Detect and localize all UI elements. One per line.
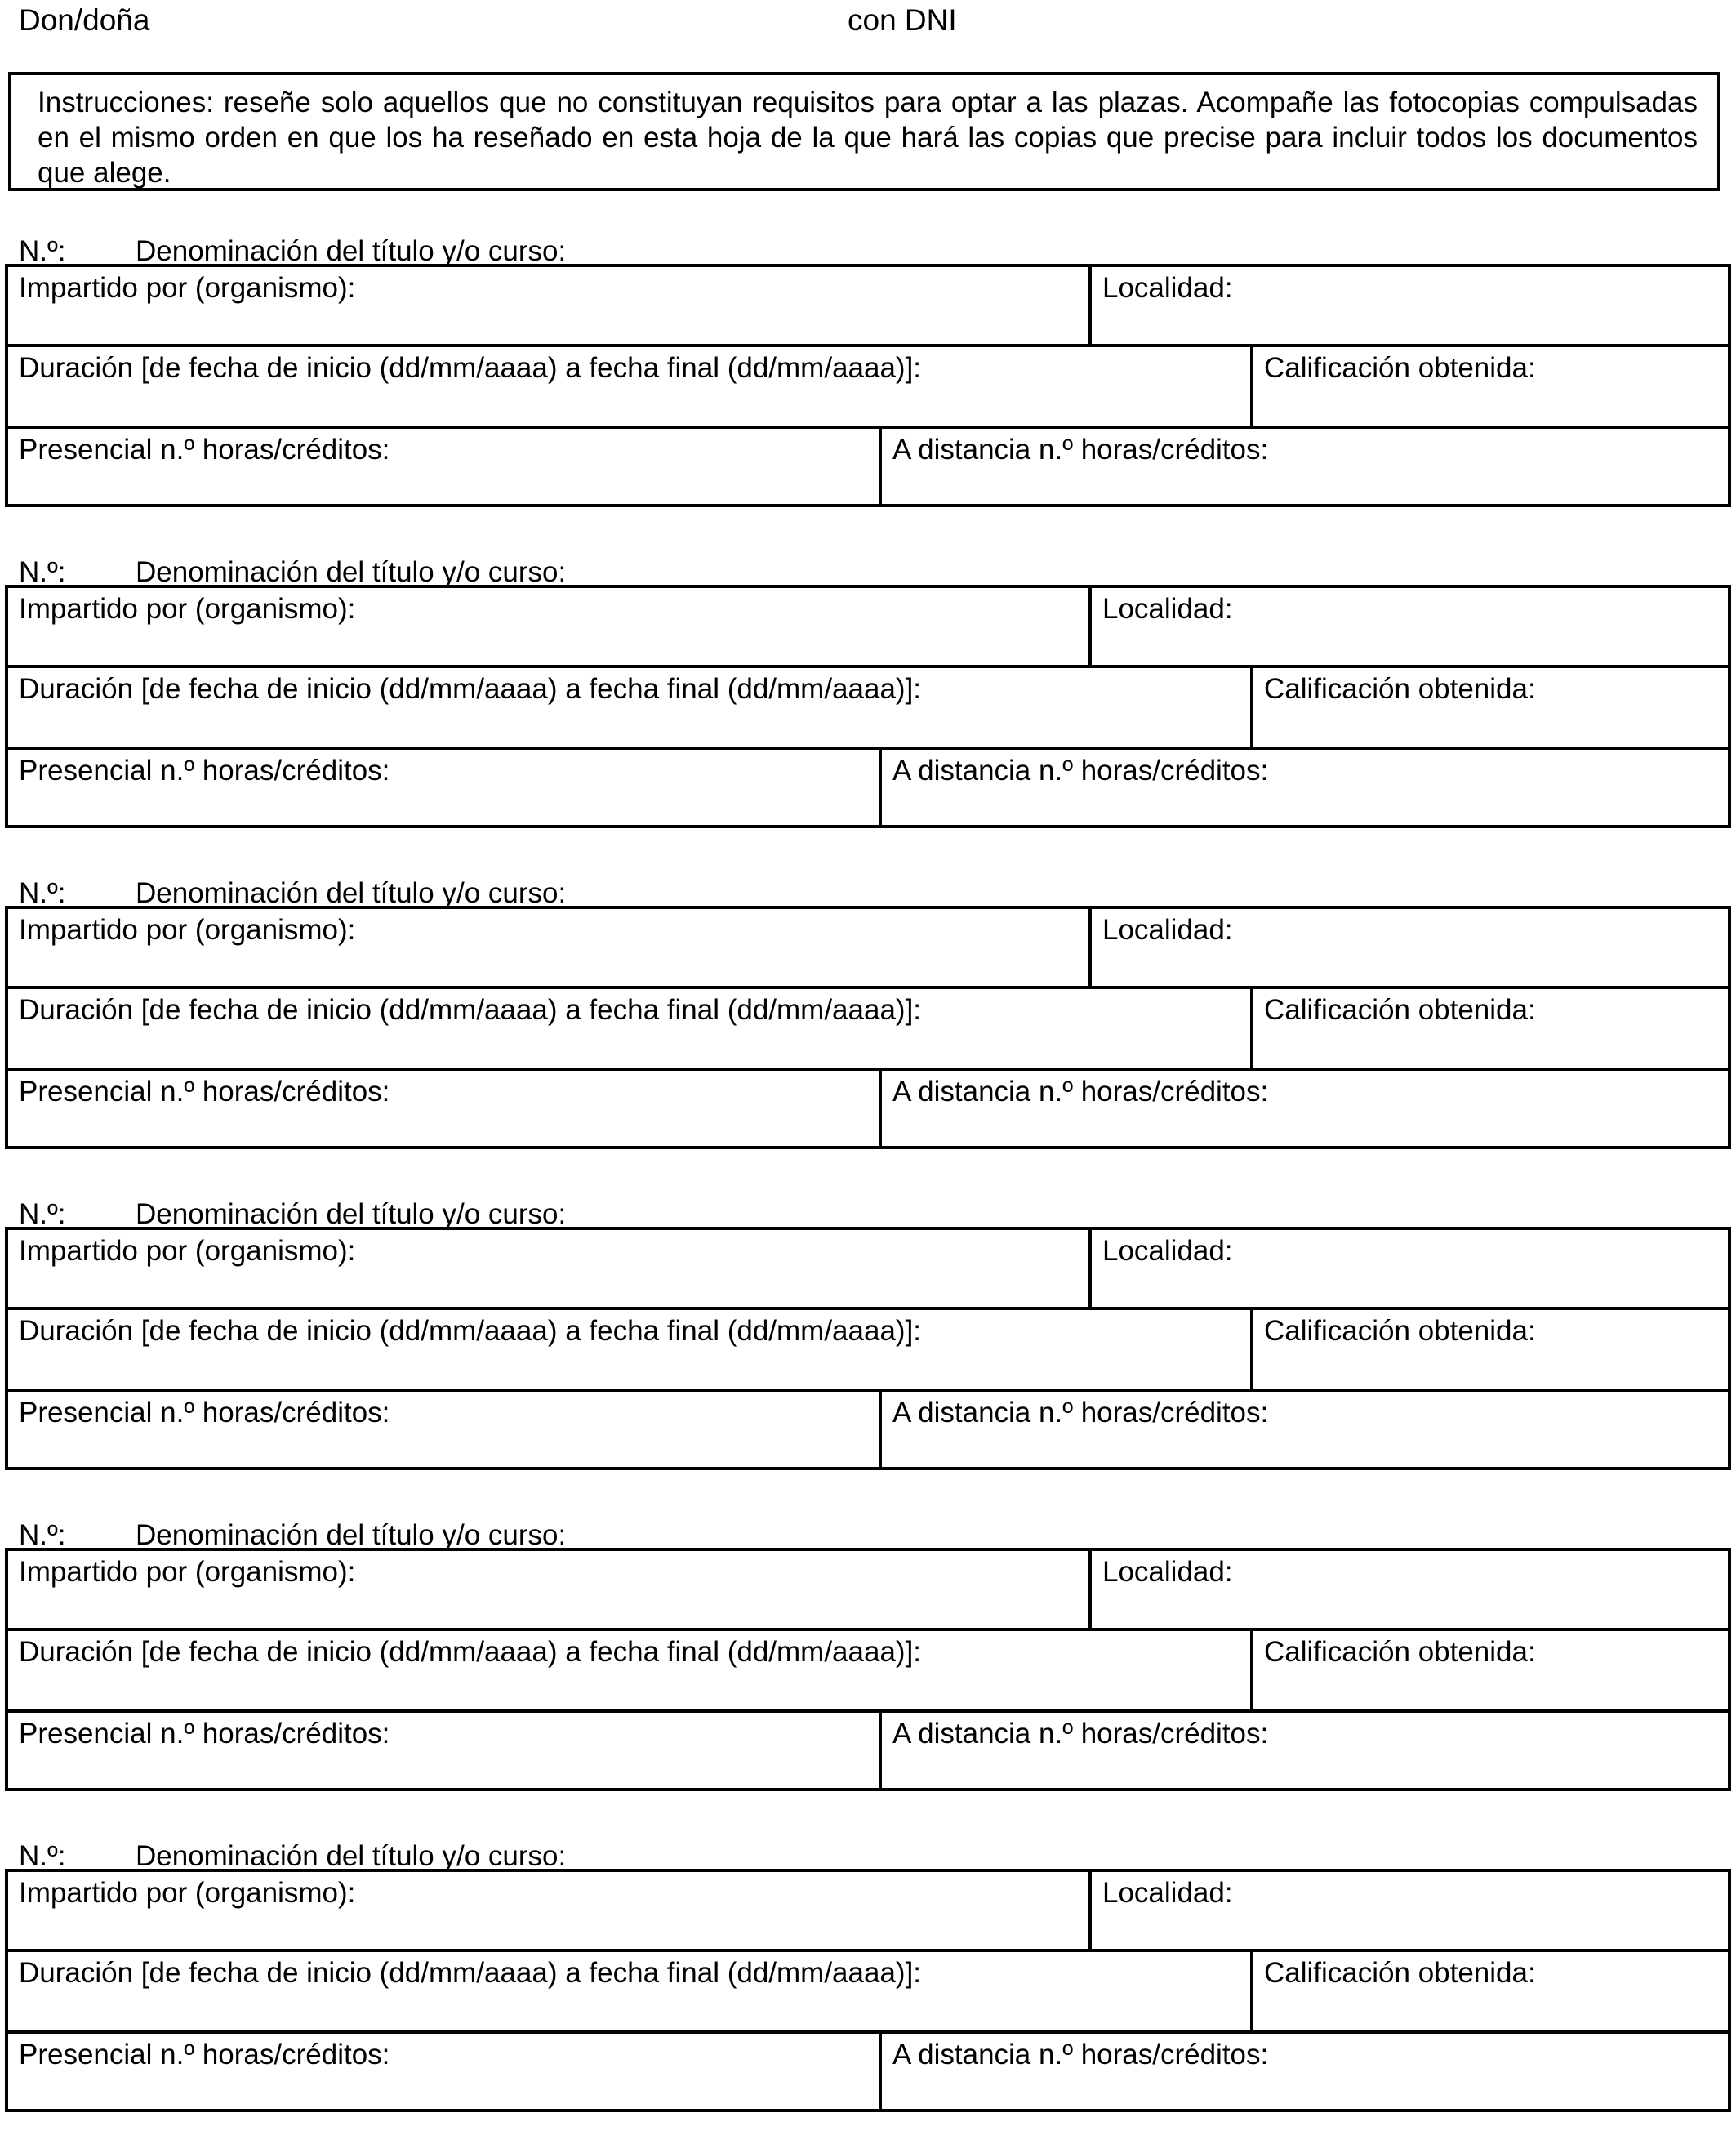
duration-field[interactable]: Duración [de fecha de inicio (dd/mm/aaaa) a fecha final (dd/mm/aaaa)]:: [8, 1631, 1253, 1709]
entry-number-label: N.º:: [19, 1519, 66, 1551]
course-entry-4: [0, 1190, 1736, 1511]
locality-field[interactable]: Localidad:: [1102, 1235, 1233, 1267]
entry-number-label: N.º:: [19, 877, 66, 909]
entry-number-label: N.º:: [19, 1198, 66, 1230]
organism-field[interactable]: Impartido por (organismo):: [8, 1872, 1092, 1949]
locality-field[interactable]: Localidad:: [1102, 914, 1233, 946]
distance-hours-field[interactable]: A distancia n.º horas/créditos:: [892, 2039, 1269, 2071]
locality-field[interactable]: Localidad:: [1102, 1556, 1233, 1588]
in-person-hours-field[interactable]: Presencial n.º horas/créditos:: [8, 429, 882, 507]
organism-row: [8, 588, 1728, 668]
course-title-label: Denominación del título y/o curso:: [136, 1840, 567, 1872]
organism-row: [8, 1551, 1728, 1631]
course-entry-5: [0, 1511, 1736, 1832]
duration-row: [8, 1310, 1728, 1392]
organism-field[interactable]: Impartido por (organismo):: [8, 1551, 1092, 1628]
distance-hours-field[interactable]: A distancia n.º horas/créditos:: [892, 1718, 1269, 1750]
distance-hours-field[interactable]: A distancia n.º horas/créditos:: [892, 1076, 1269, 1108]
duration-row: [8, 989, 1728, 1071]
course-title-label: Denominación del título y/o curso:: [136, 877, 567, 909]
dni-label: con DNI: [848, 3, 957, 37]
hours-row: [8, 1071, 1728, 1149]
duration-field[interactable]: Duración [de fecha de inicio (dd/mm/aaaa) a fecha final (dd/mm/aaaa)]:: [8, 1952, 1253, 2030]
course-details-table: [5, 585, 1731, 828]
course-entry-6: [0, 1832, 1736, 2153]
course-title-label: Denominación del título y/o curso:: [136, 1198, 567, 1230]
instructions-box: [8, 72, 1720, 191]
course-details-table: [5, 1227, 1731, 1470]
hours-row: [8, 1392, 1728, 1470]
duration-field[interactable]: Duración [de fecha de inicio (dd/mm/aaaa) a fecha final (dd/mm/aaaa)]:: [8, 668, 1253, 747]
duration-row: [8, 1631, 1728, 1713]
entry-number-label: N.º:: [19, 235, 66, 267]
distance-hours-field[interactable]: A distancia n.º horas/créditos:: [892, 434, 1269, 466]
grade-field[interactable]: Calificación obtenida:: [1264, 352, 1536, 384]
course-details-table: [5, 264, 1731, 507]
hours-row: [8, 750, 1728, 828]
organism-field[interactable]: Impartido por (organismo):: [8, 909, 1092, 986]
course-entry-2: [0, 548, 1736, 869]
in-person-hours-field[interactable]: Presencial n.º horas/créditos:: [8, 1713, 882, 1791]
organism-row: [8, 909, 1728, 989]
course-details-table: [5, 1869, 1731, 2112]
locality-field[interactable]: Localidad:: [1102, 593, 1233, 625]
in-person-hours-field[interactable]: Presencial n.º horas/créditos:: [8, 2034, 882, 2112]
duration-field[interactable]: Duración [de fecha de inicio (dd/mm/aaaa) a fecha final (dd/mm/aaaa)]:: [8, 347, 1253, 426]
in-person-hours-field[interactable]: Presencial n.º horas/créditos:: [8, 750, 882, 828]
grade-field[interactable]: Calificación obtenida:: [1264, 994, 1536, 1026]
duration-row: [8, 668, 1728, 750]
grade-field[interactable]: Calificación obtenida:: [1264, 1957, 1536, 1989]
course-title-label: Denominación del título y/o curso:: [136, 235, 567, 267]
locality-field[interactable]: Localidad:: [1102, 272, 1233, 304]
hours-row: [8, 429, 1728, 507]
in-person-hours-field[interactable]: Presencial n.º horas/créditos:: [8, 1392, 882, 1470]
organism-row: [8, 1230, 1728, 1310]
grade-field[interactable]: Calificación obtenida:: [1264, 673, 1536, 705]
course-entry-3: [0, 869, 1736, 1190]
course-title-label: Denominación del título y/o curso:: [136, 1519, 567, 1551]
duration-field[interactable]: Duración [de fecha de inicio (dd/mm/aaaa) a fecha final (dd/mm/aaaa)]:: [8, 989, 1253, 1068]
duration-field[interactable]: Duración [de fecha de inicio (dd/mm/aaaa) a fecha final (dd/mm/aaaa)]:: [8, 1310, 1253, 1389]
don-dona-label: Don/doña: [19, 3, 150, 37]
in-person-hours-field[interactable]: Presencial n.º horas/créditos:: [8, 1071, 882, 1149]
organism-row: [8, 1872, 1728, 1952]
organism-field[interactable]: Impartido por (organismo):: [8, 588, 1092, 665]
instructions-text: Instrucciones: reseñe solo aquellos que no constituyan requisitos para optar a las plazas. Acompañe las fotocopias compulsadas en el mismo orden en que los ha reseñado en esta hoja de la que hará las copias que precise para incluir todos los documentos que alege.: [38, 87, 1698, 189]
grade-field[interactable]: Calificación obtenida:: [1264, 1636, 1536, 1668]
organism-field[interactable]: Impartido por (organismo):: [8, 1230, 1092, 1307]
organism-row: [8, 267, 1728, 347]
organism-field[interactable]: Impartido por (organismo):: [8, 267, 1092, 344]
locality-field[interactable]: Localidad:: [1102, 1877, 1233, 1909]
entry-number-label: N.º:: [19, 1840, 66, 1872]
distance-hours-field[interactable]: A distancia n.º horas/créditos:: [892, 1397, 1269, 1429]
course-title-label: Denominación del título y/o curso:: [136, 556, 567, 588]
distance-hours-field[interactable]: A distancia n.º horas/créditos:: [892, 755, 1269, 787]
course-details-table: [5, 1548, 1731, 1791]
duration-row: [8, 1952, 1728, 2034]
course-entry-1: [0, 227, 1736, 548]
entry-number-label: N.º:: [19, 556, 66, 588]
course-details-table: [5, 906, 1731, 1149]
duration-row: [8, 347, 1728, 429]
hours-row: [8, 1713, 1728, 1791]
hours-row: [8, 2034, 1728, 2112]
grade-field[interactable]: Calificación obtenida:: [1264, 1315, 1536, 1347]
